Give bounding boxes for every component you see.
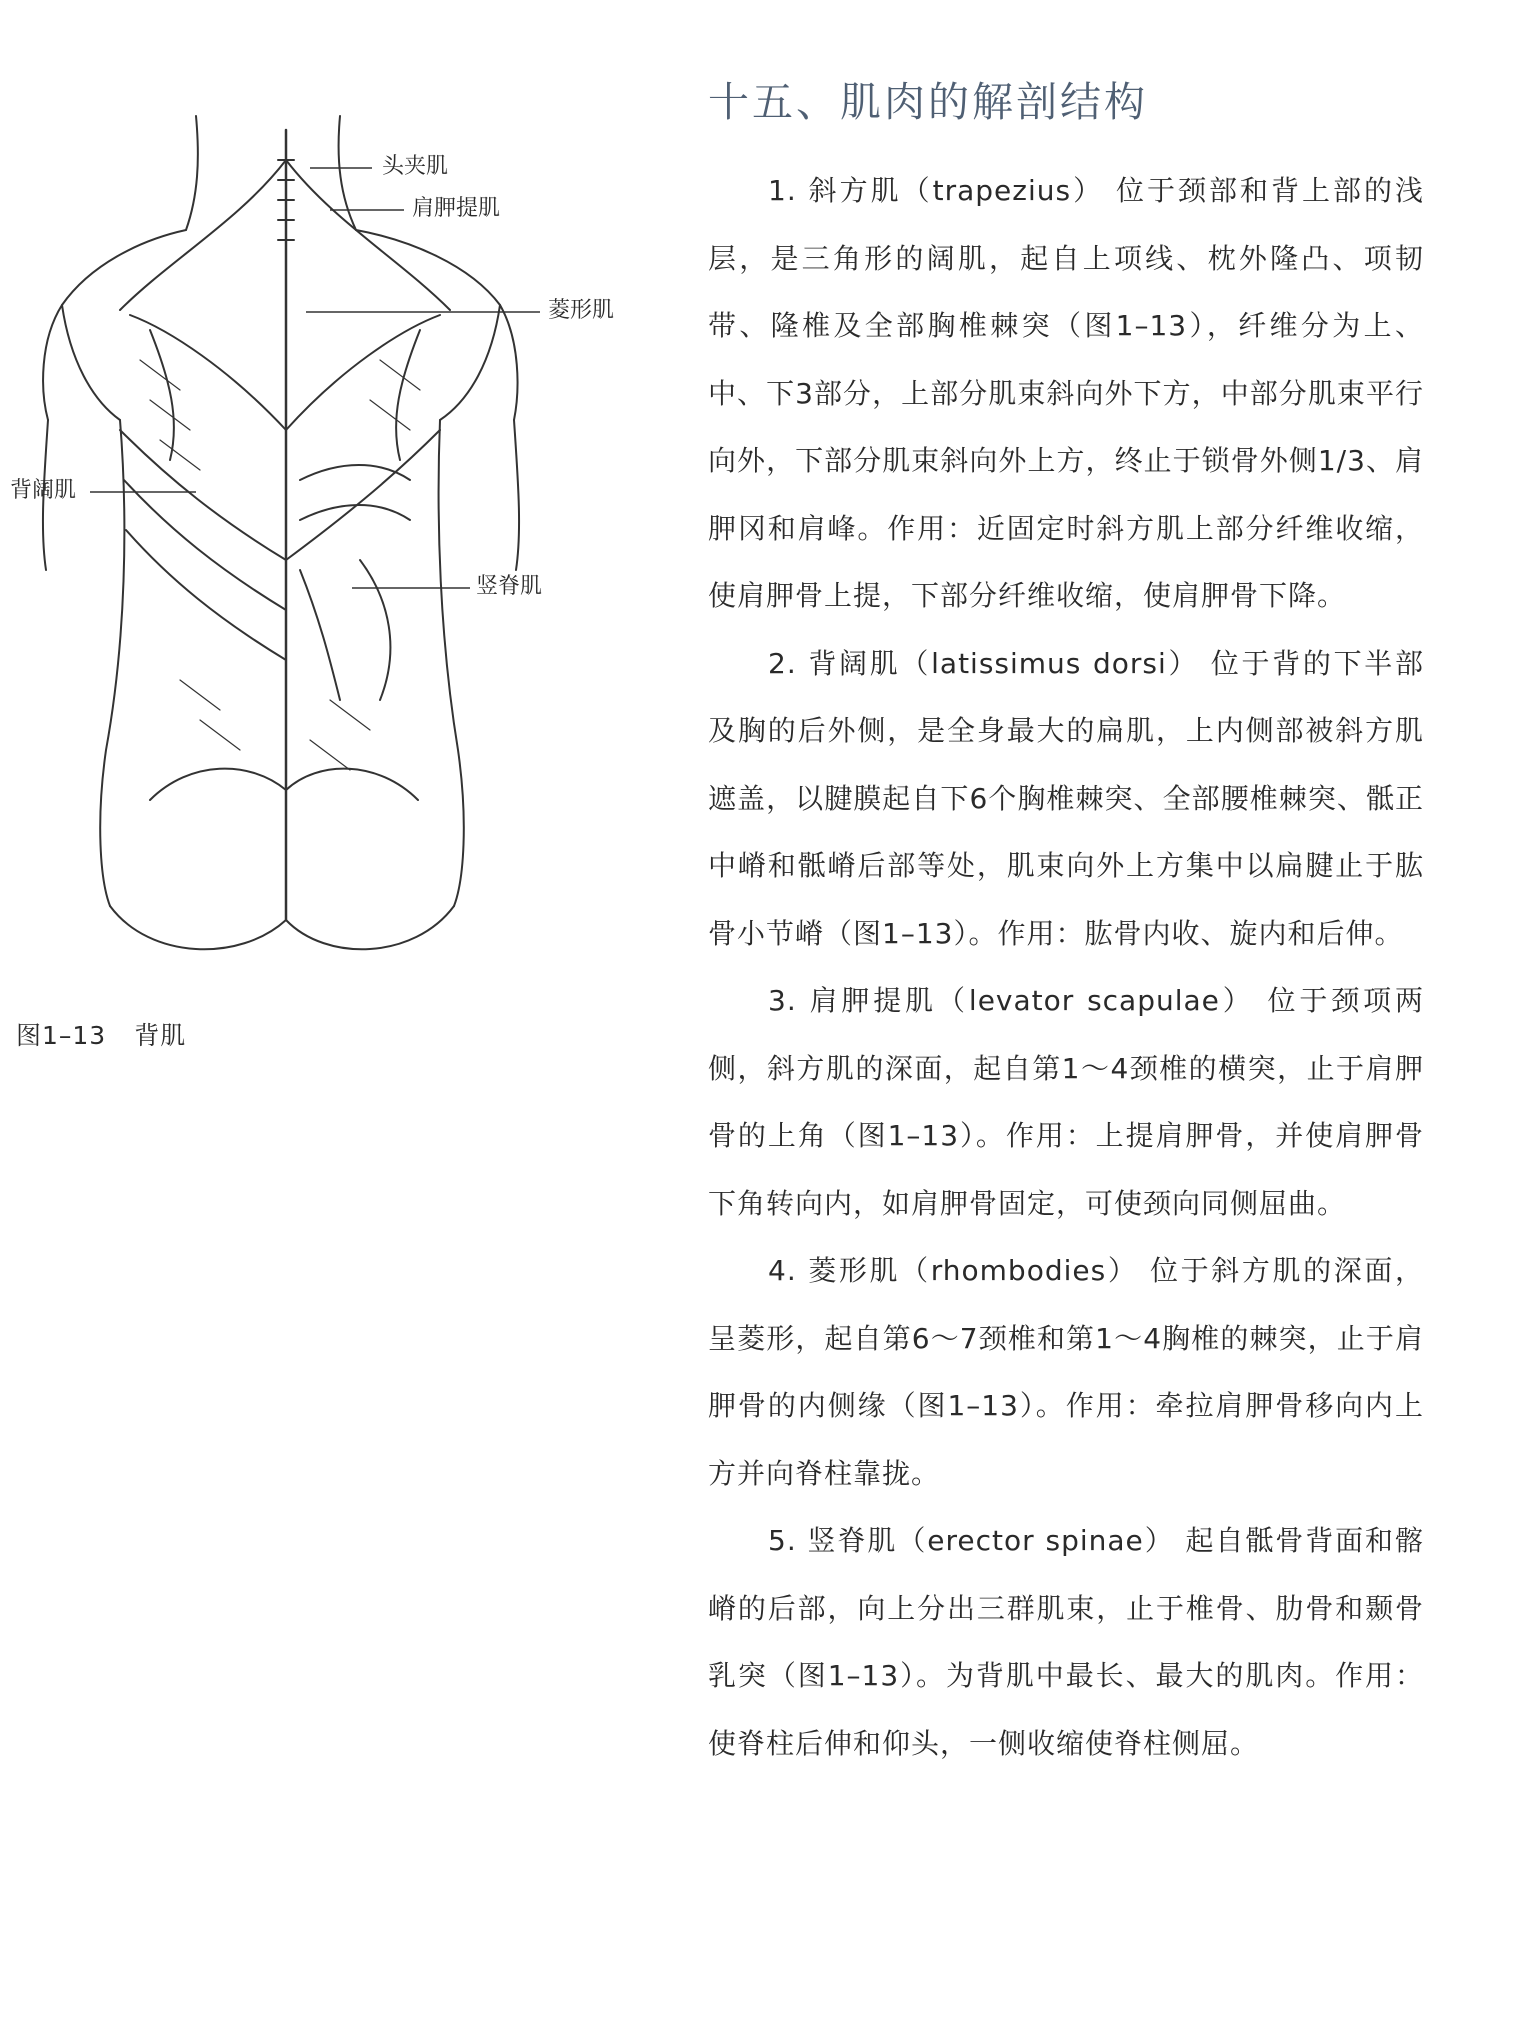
back-muscles-figure	[0, 100, 640, 980]
label-erector-spinae: 竖脊肌	[476, 574, 543, 599]
label-rhomboid: 菱形肌	[548, 298, 615, 323]
section-content	[708, 76, 1424, 1777]
paragraph-latissimus-dorsi: 2. 背阔肌（latissimus dorsi） 位于背的下半部及胸的后外侧，是全身最大的扁肌，上内侧部被斜方肌遮盖，以腱膜起自下6个胸椎棘突、全部腰椎棘突、骶正中嵴和骶嵴后部等处，肌束向外上方集中以扁腱止于肱骨小节嵴（图1–13）。作用：肱骨内收、旋内和后伸。	[708, 646, 1424, 950]
label-levator-scapulae: 肩胛提肌	[412, 196, 501, 221]
paragraph-rhomboid: 4. 菱形肌（rhombodies） 位于斜方肌的深面，呈菱形，起自第6～7颈椎和第1～4胸椎的棘突，止于肩胛骨的内侧缘（图1–13）。作用：牵拉肩胛骨移向内上方并向脊柱靠拢。	[708, 1254, 1424, 1490]
label-splenius: 头夹肌	[382, 154, 449, 179]
paragraph-levator-scapulae: 3. 肩胛提肌（levator scapulae） 位于颈项两侧，斜方肌的深面，起自第1～4颈椎的横突，止于肩胛骨的上角（图1–13）。作用：上提肩胛骨，并使肩胛骨下角转向内，如肩胛骨固定，可使颈向同侧屈曲。	[708, 984, 1424, 1220]
figure-caption-title: 背肌	[134, 1021, 187, 1050]
section-title: 十五、肌肉的解剖结构	[708, 78, 1148, 126]
paragraph-trapezius: 1. 斜方肌（trapezius） 位于颈部和背上部的浅层，是三角形的阔肌，起自上项线、枕外隆凸、项韧带、隆椎及全部胸椎棘突（图1–13），纤维分为上、中、下3部分，上部分肌束斜向外下方，中部分肌束平行向外，下部分肌束斜向外上方，终止于锁骨外侧1/3、肩胛冈和肩峰。作用：近固定时斜方肌上部分纤维收缩，使肩胛骨上提，下部分纤维收缩，使肩胛骨下降。	[708, 174, 1424, 613]
label-leader-lines	[0, 100, 640, 980]
label-latissimus-dorsi: 背阔肌	[10, 478, 77, 503]
paragraph-erector-spinae: 5. 竖脊肌（erector spinae） 起自骶骨背面和髂嵴的后部，向上分出三群肌束，止于椎骨、肋骨和颞骨乳突（图1–13）。为背肌中最长、最大的肌肉。作用：使脊柱后伸和仰头，一侧收缩使脊柱侧屈。	[708, 1524, 1424, 1760]
figure-caption-number: 图1–13	[16, 1021, 107, 1050]
figure-caption	[16, 1016, 186, 1052]
